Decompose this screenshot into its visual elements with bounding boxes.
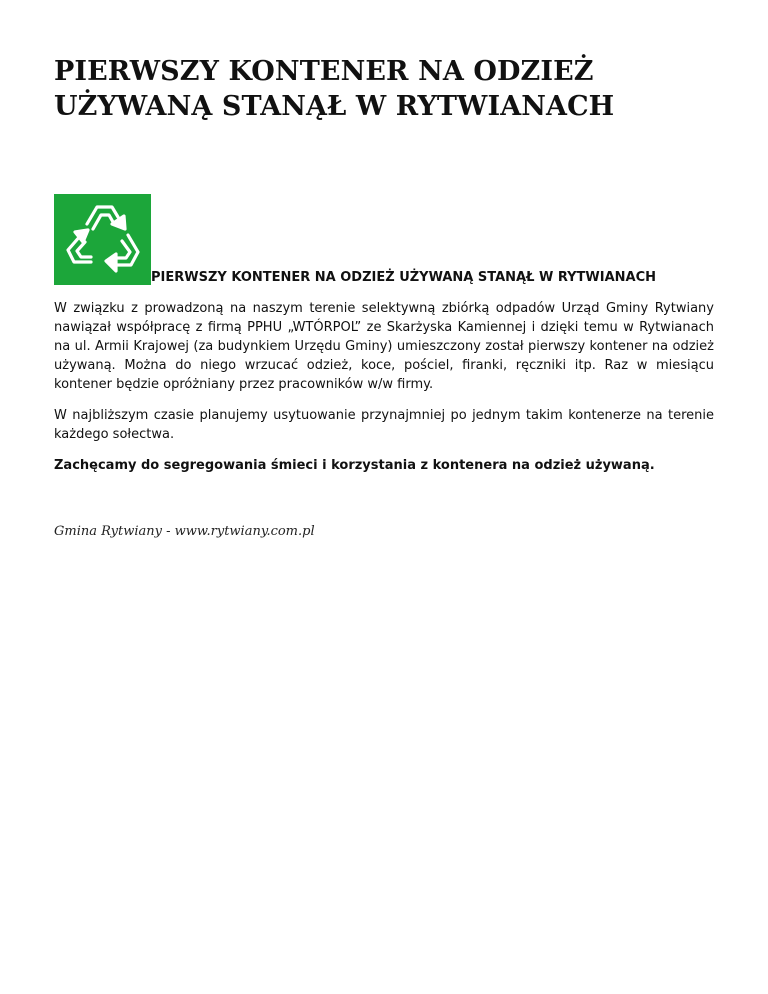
recycle-icon — [54, 194, 151, 285]
document-page — [54, 0, 714, 541]
article-subheading: PIERWSZY KONTENER NA ODZIEŻ UŻYWANĄ STANĄŁ W RYTWIANACH — [151, 270, 657, 285]
paragraph-plans: W najbliższym czasie planujemy usytuowanie przynajmniej po jednym takim kontenerze na terenie każdego sołectwa. — [54, 408, 714, 442]
paragraph-call-to-action: Zachęcamy do segregowania śmieci i korzystania z kontenera na odzież używaną. — [54, 458, 655, 473]
page-title: PIERWSZY KONTENER NA ODZIEŻ UŻYWANĄ STANĄŁ W RYTWIANACH — [54, 56, 615, 122]
footer-source: Gmina Rytwiany - www.rytwiany.com.pl — [54, 524, 315, 539]
paragraph-intro: W związku z prowadzoną na naszym terenie selektywną zbiórką odpadów Urząd Gminy Rytwiany nawiązał współpracę z firmą PPHU „WTÓRPOL” ze Skarżyska Kamiennej i dzięki temu w Rytwianach na ul. Armii Krajowej (za budynkiem Urzędu Gminy) umieszczony został pierwszy kontener na odzież używaną. Można do niego wrzucać odzież, koce, pościel, firanki, ręczniki itp. Raz w miesiącu kontener będzie opróżniany przez pracowników w/w firmy. — [54, 301, 714, 392]
article-header — [54, 194, 714, 285]
